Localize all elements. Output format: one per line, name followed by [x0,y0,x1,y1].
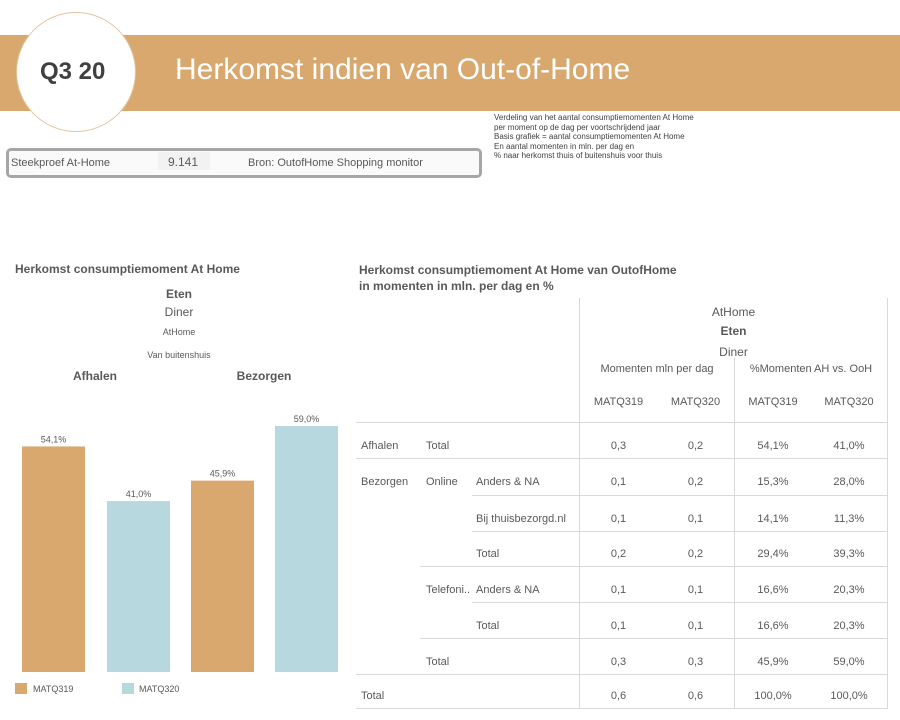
table-cell: 54,1% [757,440,789,452]
sample-value: 9.141 [168,155,199,169]
table-cell: 16,6% [757,620,789,632]
bar-afhalen-matq319 [22,446,85,672]
table-cell: 0,2 [610,548,627,560]
row-label-level3: Anders & NA [476,476,540,488]
table-cell: 0,1 [610,513,627,525]
table-divider [472,495,888,496]
row-label-level3: Bij thuisbezorgd.nl [476,513,566,525]
table-title-line2: in momenten in mln. per dag en % [359,279,554,293]
quarter-label: Q3 20 [40,58,106,85]
filter-athome: AtHome [162,327,196,337]
table-cell: 14,1% [757,513,789,525]
table-divider [887,298,888,708]
table-title-line1: Herkomst consumptiemoment At Home van OutofHome [359,263,677,277]
filter-eten: Eten [165,287,192,301]
table-divider [420,638,888,639]
table-divider [356,708,888,709]
table-cell: 29,4% [757,548,789,560]
table-divider [472,531,888,532]
legend-label-matq320: MATQ320 [139,684,180,694]
description-line: per moment op de dag per voortschrijdend jaar [494,122,661,132]
table-cell: 39,3% [833,548,865,560]
chart-title: Herkomst consumptiemoment At Home [15,262,240,276]
table-cell: 28,0% [833,476,865,488]
table-divider [356,674,888,675]
group-header-percentage: %Momenten AH vs. OoH [749,363,873,375]
sample-label: Steekproef At-Home [11,157,111,169]
table-cell: 0,1 [687,584,704,596]
table-cell: 0,6 [610,690,627,702]
header-diner: Diner [719,345,748,359]
table-divider [356,422,888,423]
row-label-level1: Afhalen [361,440,399,452]
table-cell: 0,2 [687,476,704,488]
row-label-level3: Total [476,548,500,560]
row-label-level1: Total [361,690,385,702]
data-label: 59,0% [293,414,320,424]
table-cell: 0,2 [687,440,704,452]
group-label-bezorgen: Bezorgen [236,369,292,383]
row-label-level1: Bezorgen [361,476,409,488]
table-cell: 0,3 [610,656,627,668]
row-label-level2: Total [426,440,450,452]
table-cell: 16,6% [757,584,789,596]
table-cell: 45,9% [757,656,789,668]
filter-van-buitenshuis: Van buitenshuis [147,350,211,360]
table-divider [472,602,888,603]
row-label-level2: Telefoni.. [426,584,471,596]
legend-label-matq319: MATQ319 [33,684,74,694]
table-divider [356,458,888,459]
table-cell: 0,2 [687,548,704,560]
table-cell: 15,3% [757,476,789,488]
data-label: 54,1% [40,434,67,445]
header-athome: AtHome [711,305,756,319]
table-cell: 0,1 [610,476,627,488]
row-label-level3: Total [476,620,500,632]
description-line: En aantal momenten in mln. per dag en [494,141,635,151]
table-cell: 20,3% [833,620,865,632]
table-cell: 11,3% [833,513,865,525]
bar-chart [0,300,345,700]
header-eten: Eten [720,324,747,338]
table-divider [420,566,888,567]
source-label: Bron: OutofHome Shopping monitor [248,157,423,169]
description-line: Verdeling van het aantal consumptiemomenten At Home [494,113,694,122]
bar-bezorgen-matq320 [275,426,338,672]
column-header: MATQ319 [593,396,644,408]
table-cell: 0,1 [610,584,627,596]
group-label-afhalen: Afhalen [72,369,117,383]
data-label: 41,0% [125,489,152,500]
column-header: MATQ320 [824,396,874,408]
table-cell: 0,6 [687,690,704,702]
data-label: 45,9% [209,468,236,479]
description [494,113,694,161]
row-label-level2: Online [426,476,458,488]
bar-afhalen-matq320 [107,501,170,672]
bar-bezorgen-matq319 [191,481,254,672]
column-header: MATQ320 [670,396,721,408]
table-cell: 20,3% [833,584,865,596]
column-header: MATQ319 [748,396,798,408]
description-line: Basis grafiek = aantal consumptiemomenten At Home [494,132,685,141]
table-divider [579,298,580,708]
table-cell: 0,1 [610,620,627,632]
table-cell: 0,1 [687,513,704,525]
table-cell: 0,3 [610,440,627,452]
table-cell: 100,0% [830,690,868,702]
table-cell: 0,1 [687,620,704,632]
table-cell: 100,0% [754,690,792,702]
row-label-level3: Anders & NA [476,584,540,596]
table-title [359,262,677,294]
row-label-level2: Total [426,656,450,668]
description-line: % naar herkomst thuis of buitenshuis voor thuis [494,151,663,160]
table-cell: 0,3 [687,656,704,668]
page-title: Herkomst indien van Out-of-Home [175,53,631,86]
group-header-momenten: Momenten mln per dag [600,363,714,375]
filter-diner: Diner [164,305,194,319]
table-cell: 41,0% [833,440,865,452]
table-cell: 59,0% [833,656,865,668]
legend-swatch-matq320 [122,683,134,694]
legend-swatch-matq319 [15,683,27,694]
